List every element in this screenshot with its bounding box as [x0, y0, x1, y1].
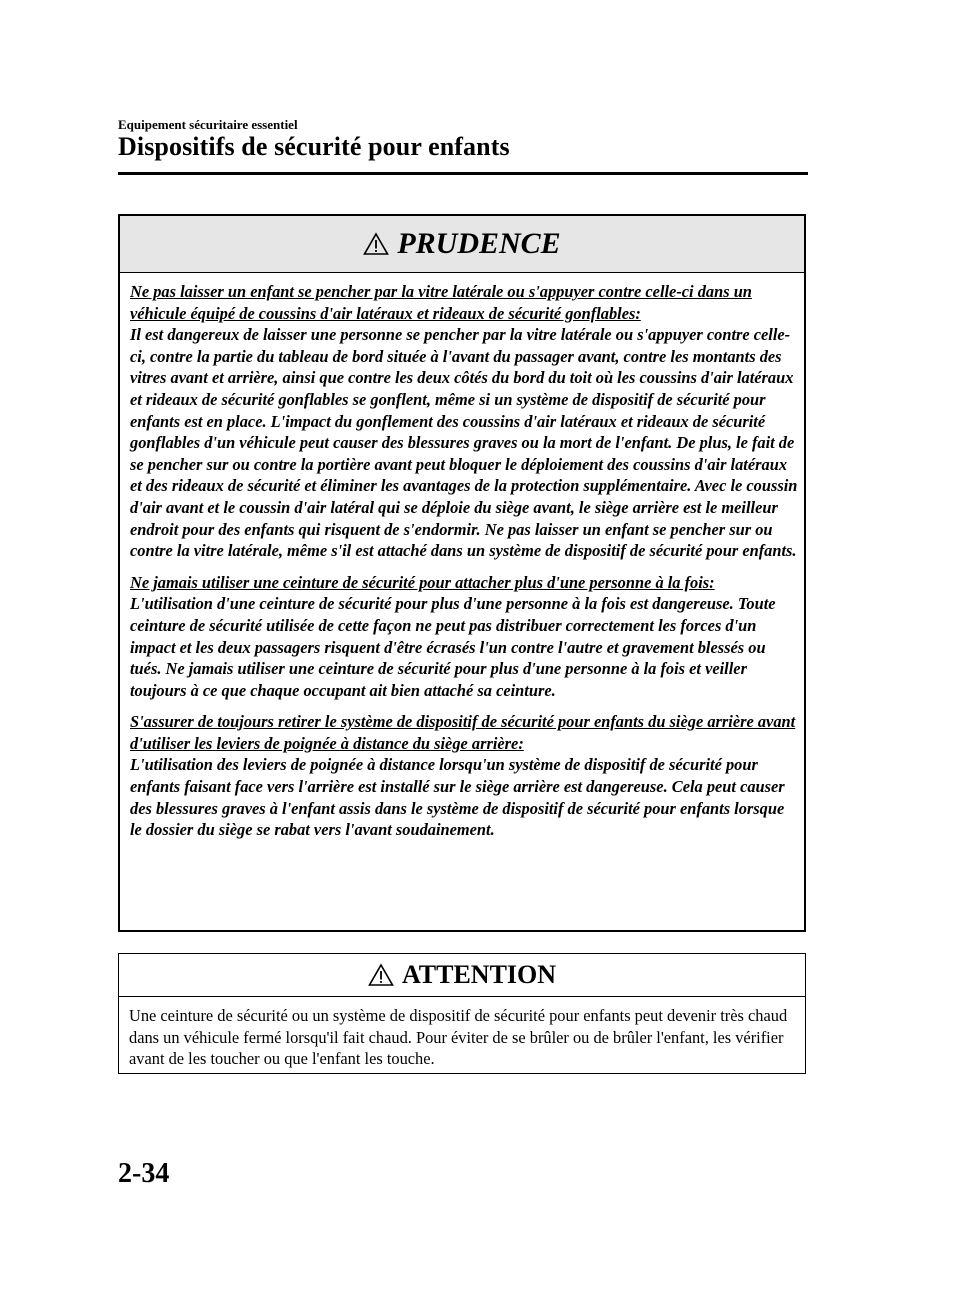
- caution-paragraph: [130, 281, 798, 562]
- caution-paragraph-text: L'utilisation d'une ceinture de sécurité pour plus d'une personne à la fois est dangereuse. Toute ceinture de sécurité utilisée de cette façon ne peut pas distribuer correctement les forces d'un impact et les deux passagers risquent d'être écrasés l'un contre l'autre et gravement blessés ou tués. Ne jamais utiliser une ceinture de sécurité pour plus d'une personne à la fois et veiller toujours à ce que chaque occupant ait bien attaché sa ceinture.: [130, 594, 776, 700]
- caution-paragraph-heading: S'assurer de toujours retirer le système de dispositif de sécurité pour enfants du siège arrière avant d'utiliser les leviers de poignée à distance du siège arrière:: [130, 712, 796, 753]
- attention-header: [119, 954, 805, 997]
- warning-triangle-icon: [368, 963, 394, 987]
- caution-box: [118, 214, 806, 932]
- attention-label: ATTENTION: [401, 960, 557, 989]
- caution-paragraph-heading: Ne pas laisser un enfant se pencher par la vitre latérale ou s'appuyer contre celle-ci dans un véhicule équipé de coussins d'air latéraux et rideaux de sécurité gonflables:: [130, 282, 752, 323]
- caution-paragraph-text: Il est dangereux de laisser une personne se pencher par la vitre latérale ou s'appuyer contre celle-ci, contre la partie du tableau de bord située à l'avant du passager avant, contre les montants des vitres avant et arrière, ainsi que contre les deux côtés du bord du toit où les coussins d'air latéraux et rideaux de sécurité gonflables se gonflent, même si un système de dispositif de sécurité pour enfants est en place. L'impact du gonflement des coussins d'air latéraux et rideaux de sécurité gonflables d'un véhicule peut causer des blessures graves ou la mort de l'enfant. De plus, le fait de se pencher sur ou contre la portière avant peut bloquer le déploiement des coussins d'air latéraux et des rideaux de sécurité et éliminer les avantages de la protection supplémentaire. Avec le coussin d'air avant et le coussin d'air latéral qui se déploie du siège avant, le siège arrière est le meilleur endroit pour des enfants qui risquent de s'endormir. Ne pas laisser un enfant se pencher sur ou contre la vitre latérale, même s'il est attaché dans un système de dispositif de sécurité pour enfants.: [130, 325, 798, 561]
- attention-text: Une ceinture de sécurité ou un système de dispositif de sécurité pour enfants peut devenir très chaud dans un véhicule fermé lorsqu'il fait chaud. Pour éviter de se brûler ou de brûler l'enfant, les vérifier avant de les toucher ou que l'enfant les touche.: [129, 1006, 788, 1069]
- caution-paragraph-heading: Ne jamais utiliser une ceinture de sécurité pour attacher plus d'une personne à la fois:: [130, 572, 715, 592]
- title-divider: [118, 172, 808, 175]
- warning-triangle-icon: [363, 232, 389, 256]
- caution-paragraph-text: L'utilisation des leviers de poignée à distance lorsqu'un système de dispositif de sécurité pour enfants faisant face vers l'arrière est installé sur le siège arrière est dangereuse. Cela peut causer des blessures graves à l'enfant assis dans le système de dispositif de sécurité pour enfants lorsque le dossier du siège se rabat vers l'avant soudainement.: [130, 755, 785, 840]
- caution-header: [120, 216, 804, 273]
- caution-paragraph: [130, 711, 798, 841]
- caution-body: [120, 273, 804, 841]
- attention-box: [118, 953, 806, 1074]
- page-title: Dispositifs de sécurité pour enfants: [118, 132, 510, 161]
- caution-label: PRUDENCE: [397, 227, 561, 260]
- attention-body: [119, 997, 805, 1070]
- caution-paragraph: [130, 572, 798, 702]
- page-number: 2-34: [118, 1158, 170, 1189]
- section-label: Equipement sécuritaire essentiel: [118, 117, 298, 132]
